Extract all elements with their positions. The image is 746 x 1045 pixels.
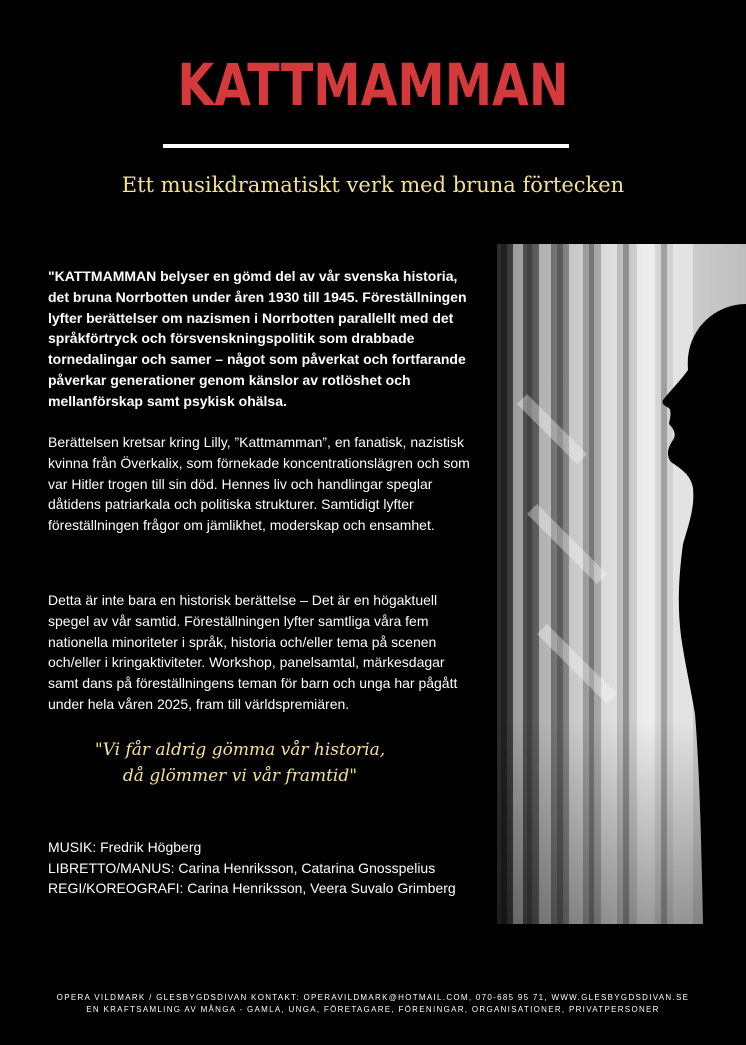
subtitle: Ett musikdramatiskt verk med bruna förtecken — [121, 173, 625, 197]
credit-direction: REGI/KOREOGRAFI: Carina Henriksson, Veera Suvalo Grimberg — [48, 880, 456, 896]
footer-contact: OPERA VILDMARK / GLESBYGDSDIVAN KONTAKT: OPERAVILDMARK@HOTMAIL.COM, 070-685 95 71, WWW.GLESBYGDSDIVAN.SE — [56, 993, 690, 1002]
title-underline — [163, 144, 569, 148]
silhouette-photo — [497, 244, 746, 924]
footer — [0, 992, 746, 1016]
credit-music: MUSIK: Fredrik Högberg — [48, 839, 202, 855]
page-title: KATTMAMMAN — [177, 51, 569, 119]
pull-quote — [48, 737, 432, 789]
quote-line-2: då glömmer vi vår framtid" — [122, 766, 358, 786]
footer-tagline: EN KRAFTSAMLING AV MÅNGA - GAMLA, UNGA, FÖRETAGARE, FÖRENINGAR, ORGANISATIONER, PRIVATPERSONER — [86, 1005, 660, 1014]
intro-paragraph: "KATTMAMMAN belyser en gömd del av vår svenska historia, det bruna Norrbotten under åren 1930 till 1945. Föreställningen lyfter berättelser om nazismen i Norrbotten parallellt med det språkförtryck och försvenskningspolitik som drabbade tornedalingar och samer – något som påverkat och fortfarande påverkar generationer genom känslor av rotlöshet och mellanförskap samt psykisk ohälsa. — [48, 268, 467, 409]
story-paragraph: Berättelsen kretsar kring Lilly, ”Kattmamman”, en fanatisk, nazistisk kvinna från Överkalix, som förnekade koncentrationslägren och som var Hitler trogen till sin död. Hennes liv och handlingar speglar dåtidens patriarkala och politiska strukturer. Samtidigt lyfter föreställningen frågor om jämlikhet, moderskap och ensamhet. — [48, 434, 470, 534]
quote-line-1: "Vi får aldrig gömma vår historia, — [94, 740, 386, 760]
context-paragraph: Detta är inte bara en historisk berättelse – Det är en högaktuell spegel av vår samtid. Föreställningen lyfter samtliga våra fem nationella minoriteter i språk, historia och/eller tema på scenen och/eller i kringaktiviteter. Workshop, panelsamtal, märkesdagar samt dans på föreställningens teman för barn och unga har pågått under hela våren 2025, fram till världspremiären. — [48, 592, 458, 712]
credit-libretto: LIBRETTO/MANUS: Carina Henriksson, Catarina Gnosspelius — [48, 859, 436, 876]
credits — [48, 837, 456, 899]
